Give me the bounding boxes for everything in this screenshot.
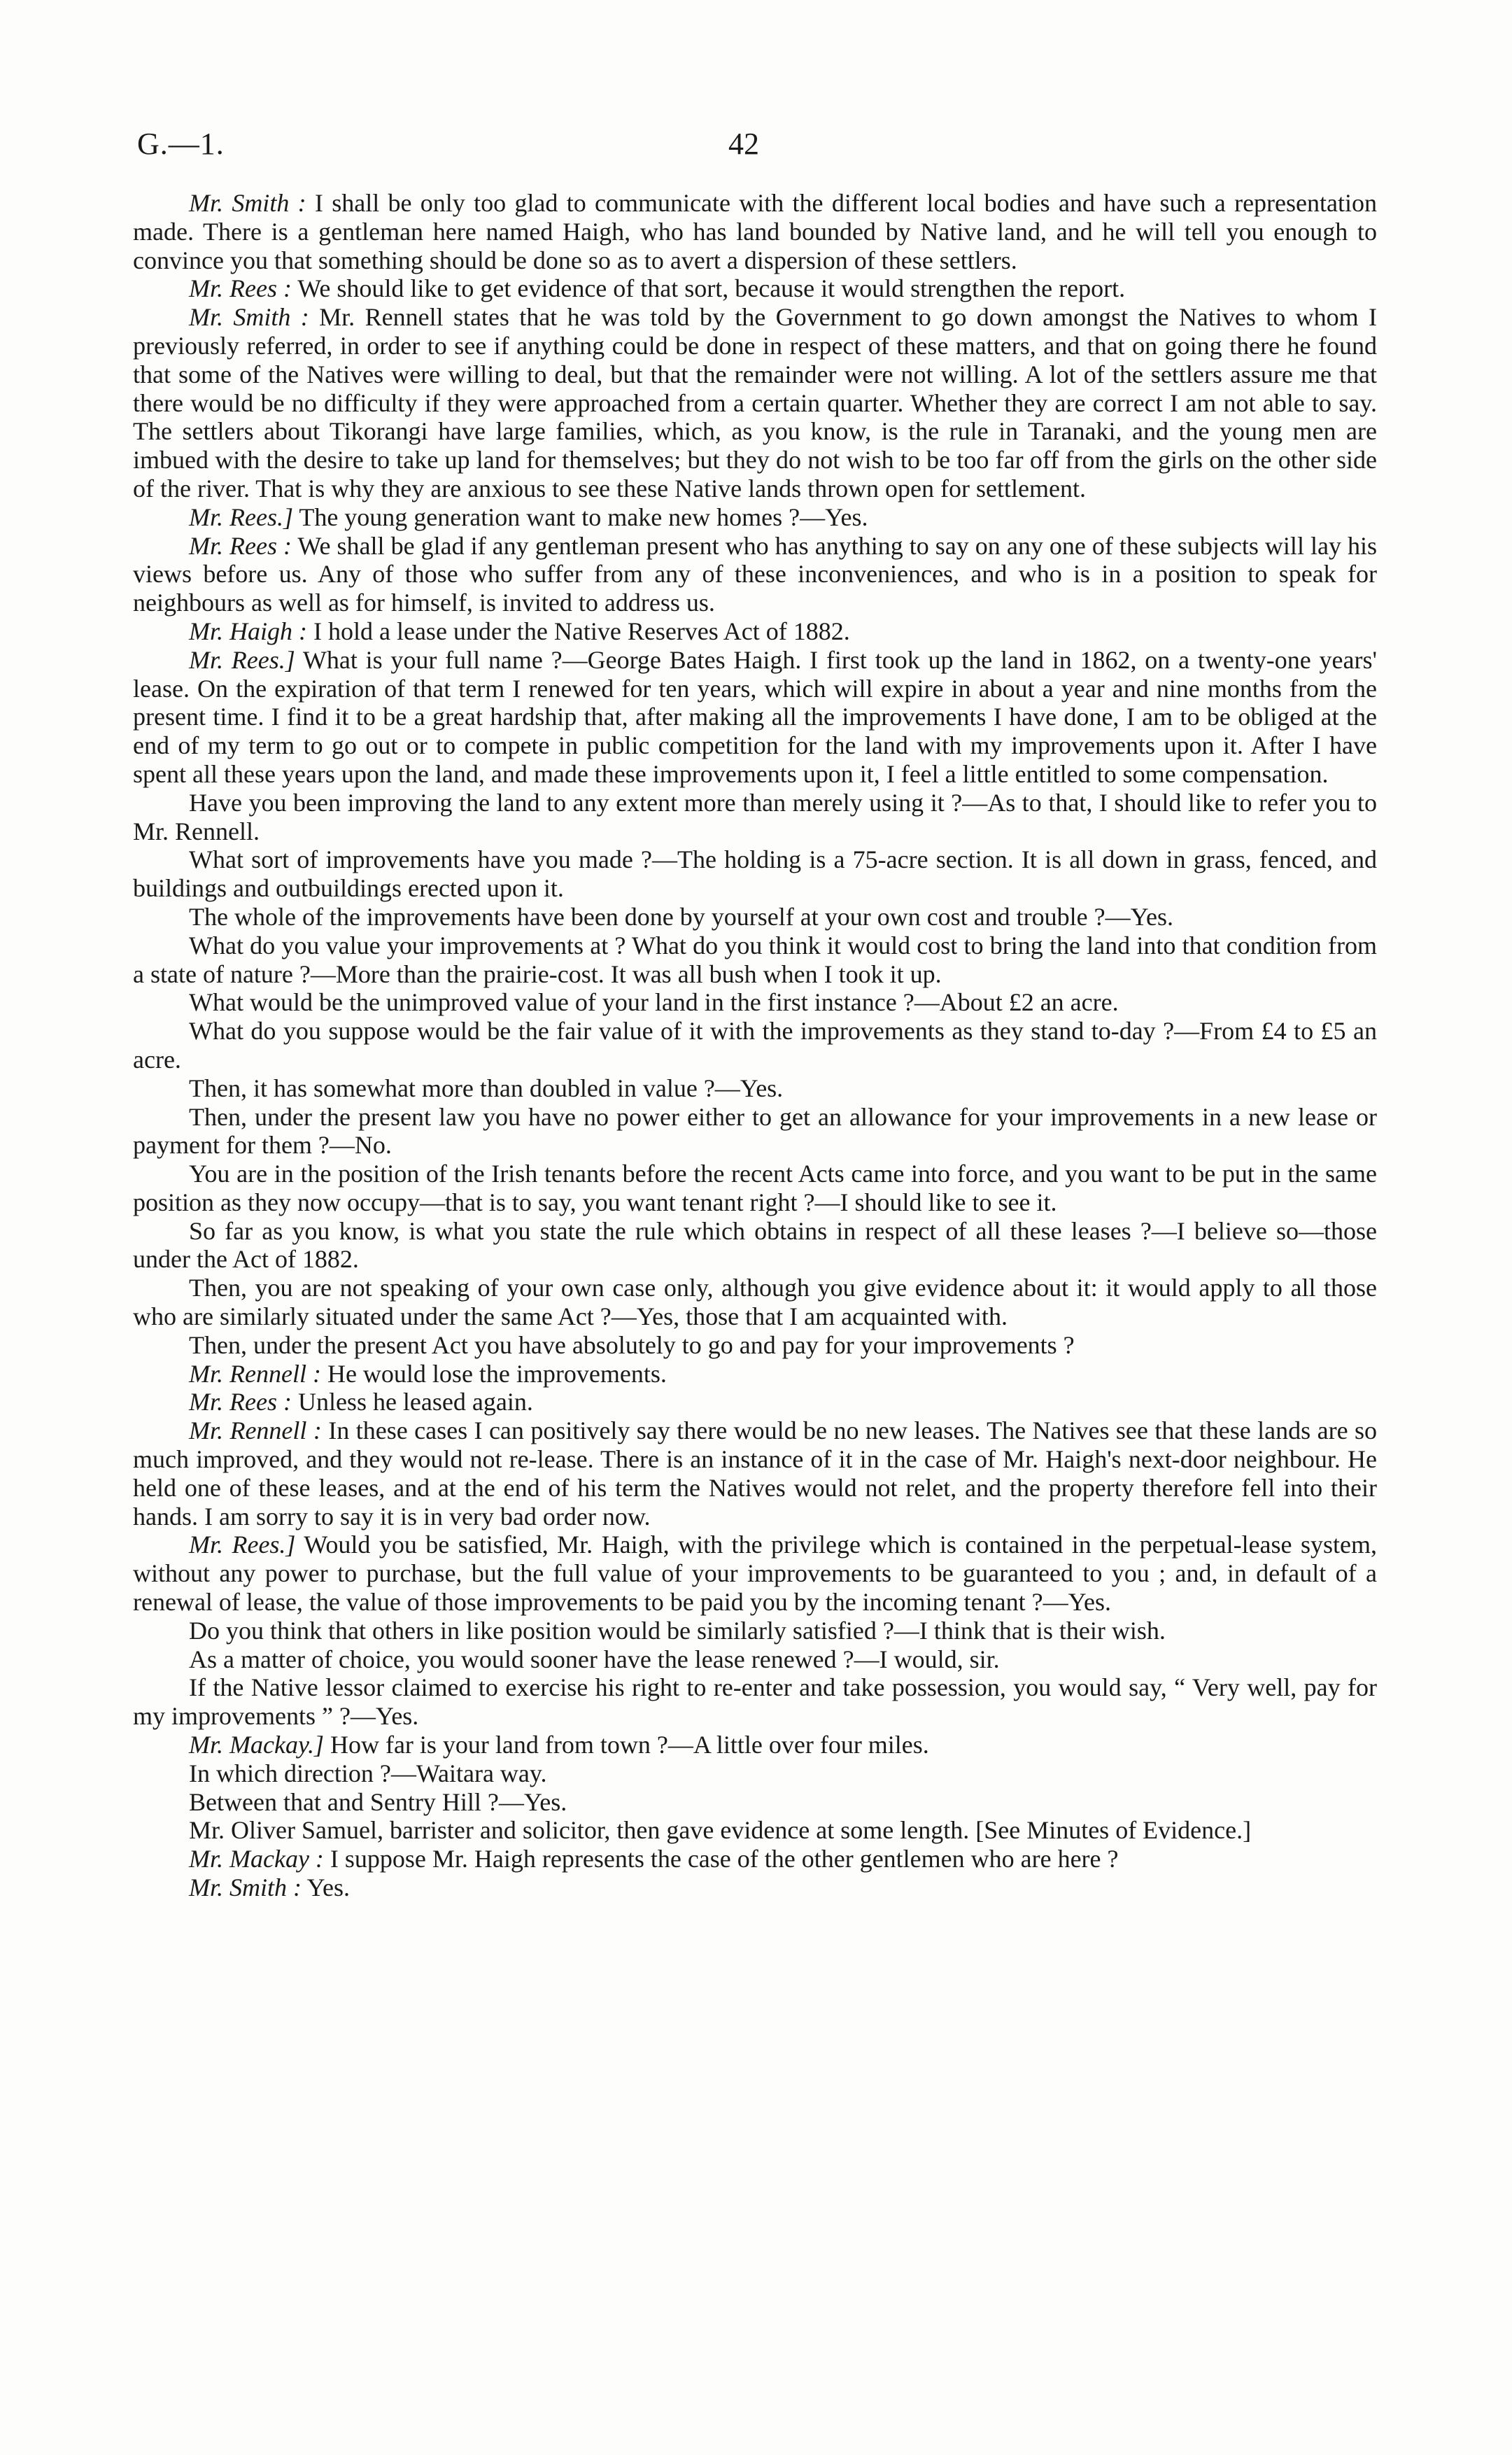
paragraph-text: In these cases I can positively say there would be no new leases. The Natives see that these lands are so much improved, and they would not re-lease. There is an instance of it in the case of Mr. Haigh's next-door neighbour. He held one of these leases, and at the end of his term the Natives would not relet, and the property therefore fell into their hands. I am sorry to say it is in very bad order now. (133, 1416, 1377, 1531)
speaker-label: Mr. Rees.] (189, 645, 295, 674)
paragraph-text: I suppose Mr. Haigh represents the case of the other gentlemen who are here ? (323, 1845, 1119, 1873)
paragraph (133, 1617, 1377, 1645)
paragraph-text: Do you think that others in like position would be similarly satisfied ?—I think that is their wish. (189, 1616, 1166, 1645)
paragraph-text: Yes. (302, 1873, 351, 1902)
paragraph-text: Between that and Sentry Hill ?—Yes. (189, 1787, 567, 1816)
paragraph-text: Unless he leased again. (291, 1388, 533, 1416)
paragraph-text: I hold a lease under the Native Reserves Act of 1882. (307, 617, 850, 645)
paragraph-text: What sort of improvements have you made ?—The holding is a 75-acre section. It is all down in grass, fenced, and buildings and outbuildings erected upon it. (133, 845, 1377, 903)
paragraph (133, 1217, 1377, 1274)
paragraph-text: Then, you are not speaking of your own case only, although you give evidence about it: it would apply to all those who are similarly situated under the same Act ?—Yes, those that I am acquainted with. (133, 1274, 1377, 1331)
paragraph-text: The whole of the improvements have been done by yourself at your own cost and trouble ?—Yes. (189, 902, 1174, 931)
page-number: 42 (728, 127, 759, 161)
paragraph (133, 1845, 1377, 1873)
document-reference: G.—1. (137, 127, 225, 161)
paragraph (133, 1816, 1377, 1845)
paragraph (133, 931, 1377, 989)
paragraph (133, 903, 1377, 931)
paragraph-text: We shall be glad if any gentleman present who has anything to say on any one of these subjects will lay his views before us. Any of those who suffer from any of these inconveniences, and who is in a position to speak for neighbours as well as for himself, is invited to address us. (133, 531, 1378, 617)
paragraph-text: In which direction ?—Waitara way. (189, 1759, 547, 1787)
speaker-label: Mr. Haigh : (189, 617, 307, 645)
paragraph-text: What do you suppose would be the fair value of it with the improvements as they stand to-day ?—From £4 to £5 an acre. (133, 1017, 1377, 1074)
paragraph (133, 1416, 1377, 1531)
paragraph-text: Mr. Rennell states that he was told by the Government to go down amongst the Natives to whom I previously referred, in order to see if anything could be done in respect of these matters, and that on going there he found that some of the Natives were willing to deal, but that the remainder were not willing. A lot of the settlers assure me that there would be no difficulty if they were approached from a certain quarter. Whether they are correct I am not able to say. The settlers about Tikorangi have large families, which, as you know, is the rule in Taranaki, and the young men are imbued with the desire to take up land for themselves; but they do not wish to be too far off from the girls on the other side of the river. That is why they are anxious to see these Native lands thrown open for settlement. (133, 303, 1377, 502)
paragraph (133, 1731, 1377, 1759)
paragraph (133, 189, 1377, 274)
paragraph (133, 303, 1377, 503)
speaker-label: Mr. Smith : (189, 1873, 302, 1902)
paragraph (133, 617, 1377, 646)
paragraph (133, 789, 1377, 846)
speaker-label: Mr. Rees : (189, 1388, 292, 1416)
paragraph (133, 1360, 1377, 1388)
page-header (137, 126, 1376, 168)
paragraph (133, 988, 1377, 1017)
paragraph (133, 1531, 1377, 1616)
paragraph (133, 1388, 1377, 1416)
paragraph (133, 1074, 1377, 1103)
paragraph-text: What is your full name ?—George Bates Haigh. I first took up the land in 1862, on a twenty-one years' lease. On the expiration of that term I renewed for ten years, which will expire in about a year and nine months from the present time. I find it to be a great hardship that, after making all the improvements I have done, I am to be obliged at the end of my term to go out or to compete in public competition for the land with my improvements upon it. After I have spent all these years upon the land, and made these improvements upon it, I feel a little entitled to some compensation. (133, 645, 1377, 788)
paragraph-text: If the Native lessor claimed to exercise his right to re-enter and take possession, you would say, “ Very well, pay for my improvements ” ?—Yes. (133, 1673, 1377, 1731)
speaker-label: Mr. Rees : (189, 274, 292, 303)
speaker-label: Mr. Rees : (189, 531, 292, 560)
paragraph-text: We should like to get evidence of that sort, because it would strengthen the report. (291, 274, 1126, 303)
paragraph-text: You are in the position of the Irish tenants before the recent Acts came into force, and you want to be put in the same position as they now occupy—that is to say, you want tenant right ?—I should like to see it. (133, 1160, 1377, 1216)
speaker-label: Mr. Smith : (189, 189, 306, 217)
paragraph-text: What would be the unimproved value of your land in the first instance ?—About £2 an acre. (189, 988, 1119, 1017)
paragraph-text: As a matter of choice, you would sooner have the lease renewed ?—I would, sir. (189, 1645, 1000, 1673)
paragraph (133, 1017, 1377, 1074)
speaker-label: Mr. Mackay : (189, 1845, 324, 1873)
paragraph (133, 1274, 1377, 1331)
paragraph (133, 646, 1377, 789)
paragraph (133, 845, 1377, 903)
paragraph-text: How far is your land from town ?—A little over four miles. (323, 1731, 929, 1759)
paragraph (133, 1103, 1377, 1160)
paragraph (133, 1759, 1377, 1788)
paragraph (133, 274, 1377, 303)
speaker-label: Mr. Rennell : (189, 1416, 322, 1445)
paragraph (133, 1160, 1377, 1217)
paragraph-text: He would lose the improvements. (320, 1359, 667, 1388)
paragraph (133, 503, 1377, 532)
paragraph (133, 1645, 1377, 1674)
paragraph (133, 1331, 1377, 1360)
paragraph-text: I shall be only too glad to communicate with the different local bodies and have such a representation made. There is a gentleman here named Haigh, who has land bounded by Native land, and he will tell you enough to convince you that something should be done so as to avert a dispersion of these settlers. (133, 189, 1377, 274)
paragraph (133, 532, 1377, 617)
speaker-label: Mr. Rees.] (189, 502, 293, 531)
paragraph-text: Have you been improving the land to any extent more than merely using it ?—As to that, I should like to refer you to Mr. Rennell. (133, 788, 1377, 845)
speaker-label: Mr. Rennell : (189, 1359, 321, 1388)
paragraph-text: What do you value your improvements at ? What do you think it would cost to bring the land into that condition from a state of nature ?—More than the prairie-cost. It was all bush when I took it up. (133, 931, 1377, 988)
paragraph (133, 1873, 1377, 1902)
paragraph (133, 1673, 1377, 1731)
paragraph-text: Then, it has somewhat more than doubled in value ?—Yes. (189, 1074, 784, 1102)
speaker-label: Mr. Mackay.] (189, 1731, 324, 1759)
paragraph-text: Would you be satisfied, Mr. Haigh, with the privilege which is contained in the perpetual-lease system, without any power to purchase, but the full value of your improvements to be guaranteed to you ; and, in default of a renewal of lease, the value of those improvements to be paid you by the incoming tenant ?—Yes. (133, 1531, 1377, 1617)
speaker-label: Mr. Rees.] (189, 1531, 296, 1559)
paragraph-text: Then, under the present Act you have absolutely to go and pay for your improvements ? (189, 1330, 1075, 1359)
paragraph-text: Mr. Oliver Samuel, barrister and solicitor, then gave evidence at some length. [See Minutes of Evidence.] (189, 1816, 1252, 1845)
speaker-label: Mr. Smith : (189, 303, 309, 332)
paragraph-text: The young generation want to make new homes ?—Yes. (292, 502, 868, 531)
paragraph-text: So far as you know, is what you state the rule which obtains in respect of all these leases ?—I believe so—those under the Act of 1882. (133, 1216, 1377, 1274)
document-body (133, 189, 1377, 1902)
paragraph-text: Then, under the present law you have no power either to get an allowance for your improvements in a new lease or payment for them ?—No. (133, 1102, 1377, 1160)
paragraph (133, 1788, 1377, 1817)
